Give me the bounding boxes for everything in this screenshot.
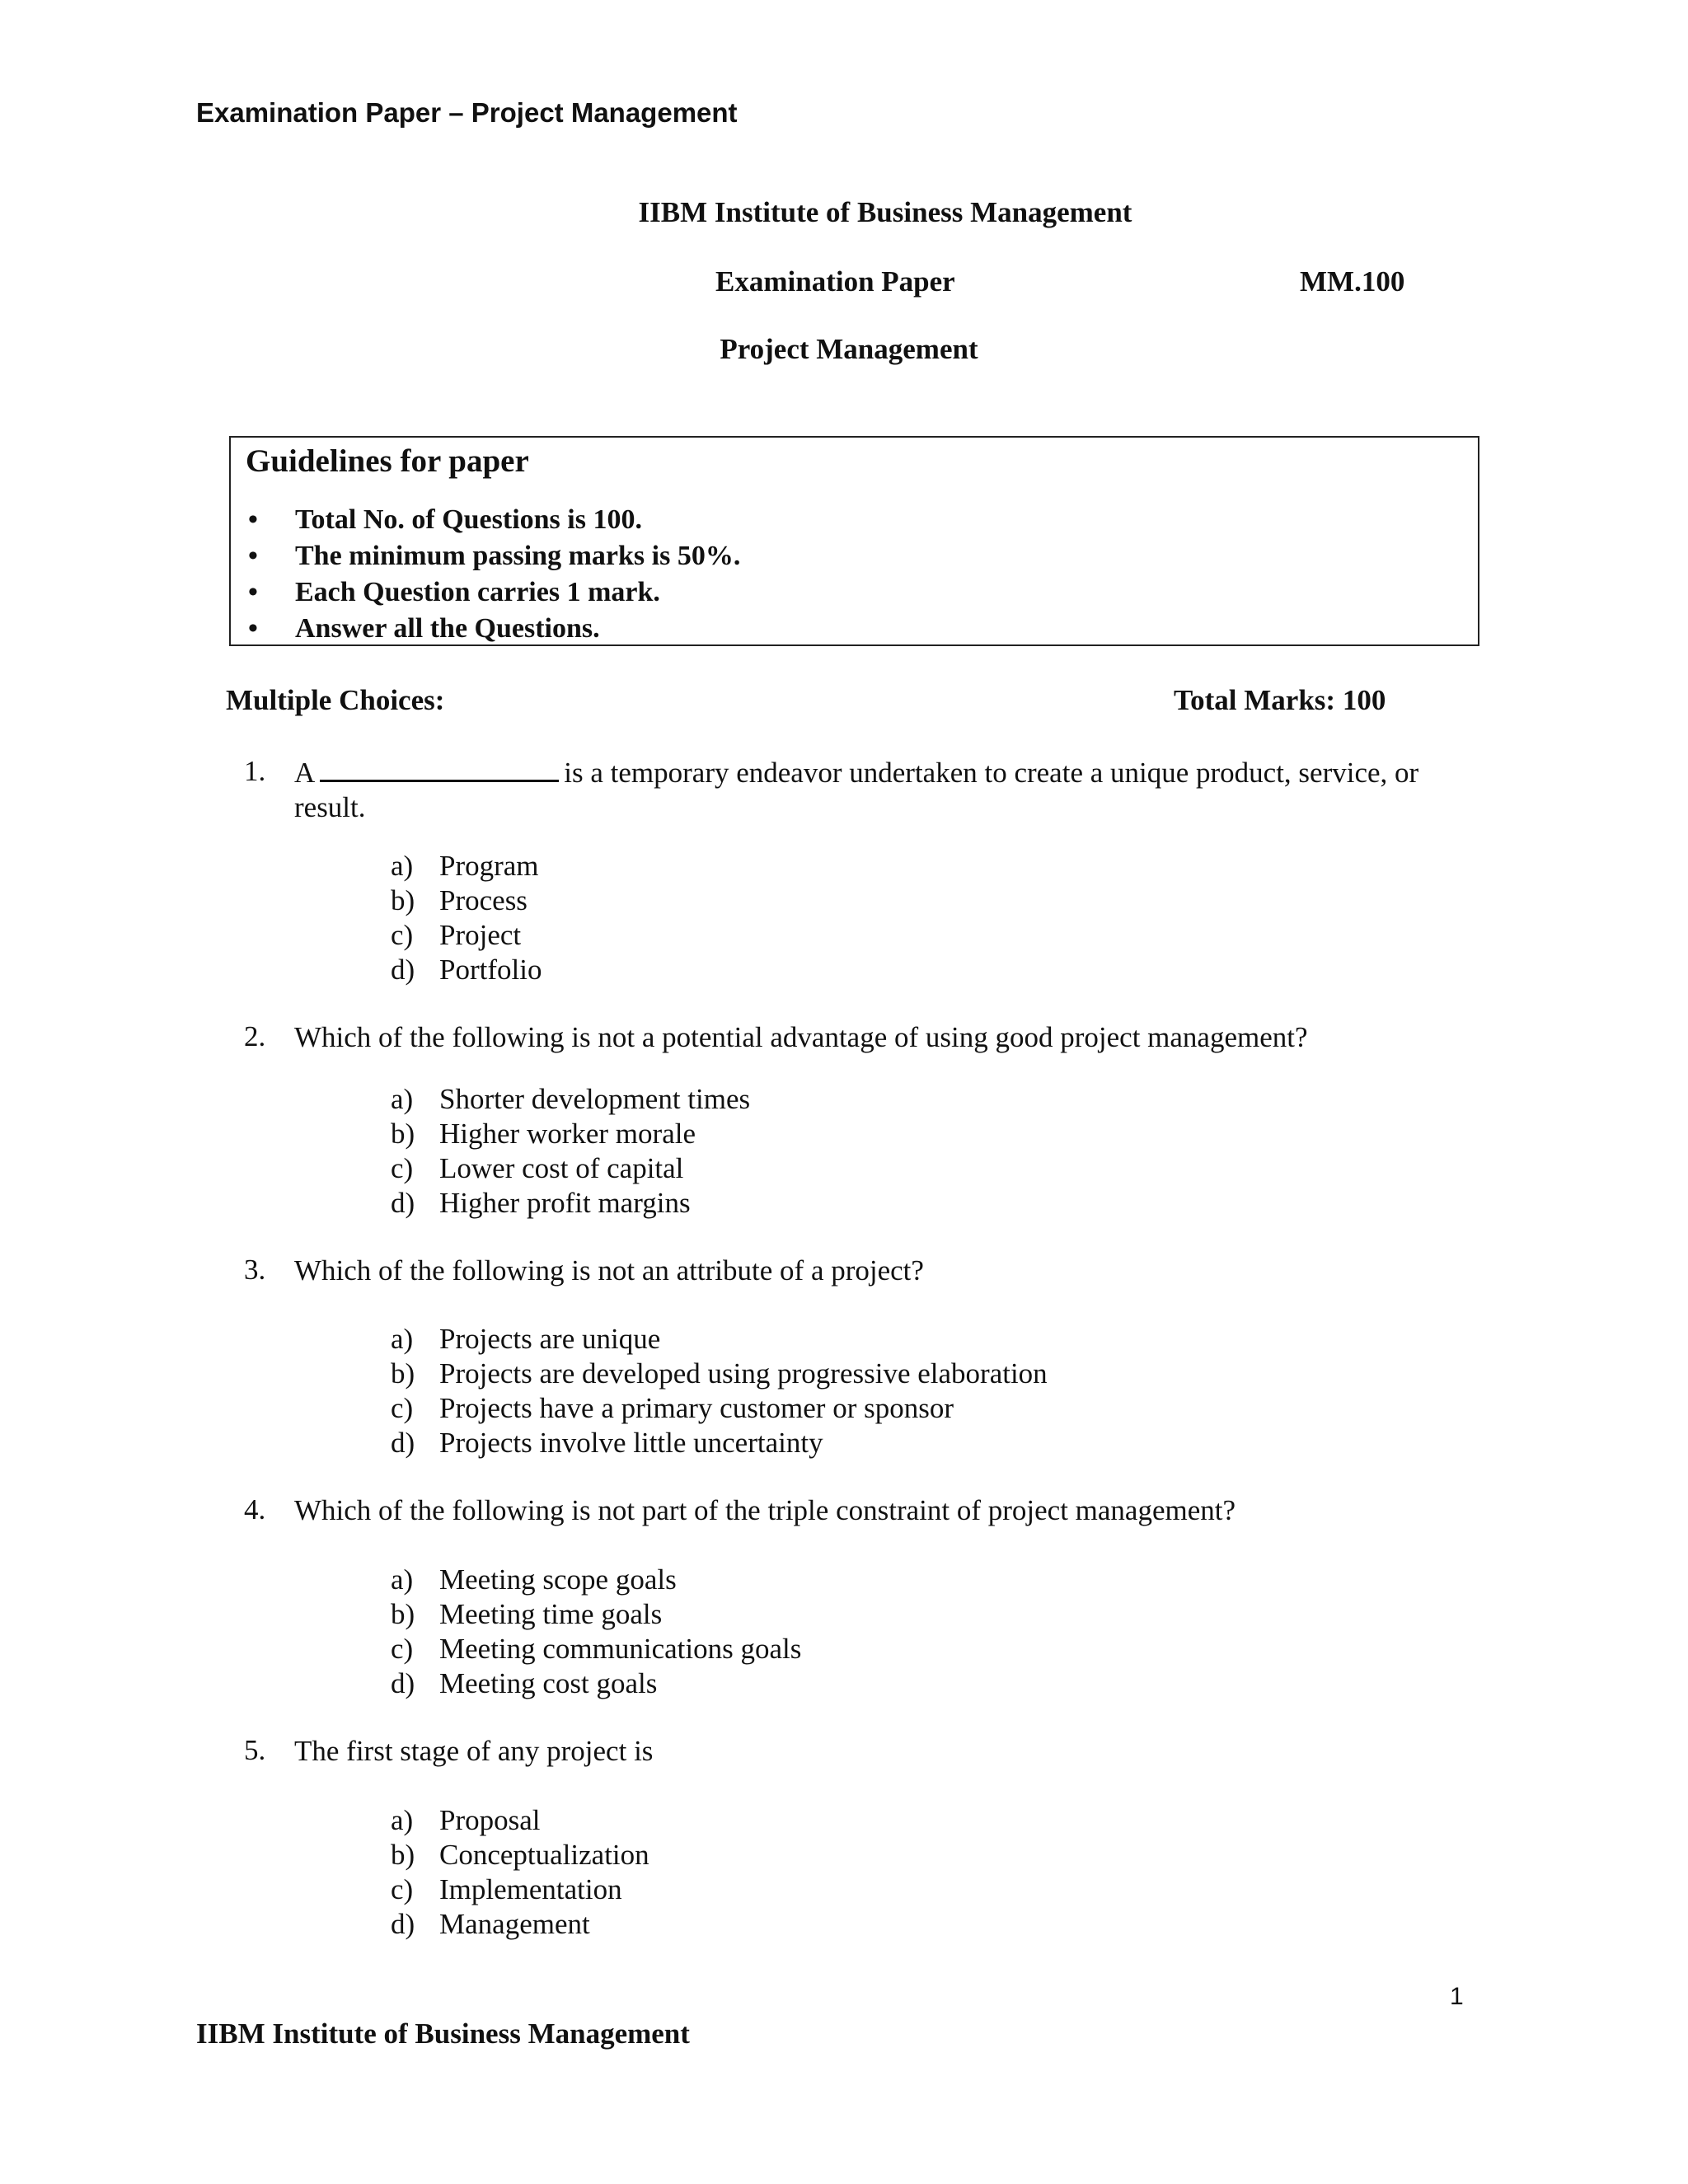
question-number: 1. [244, 755, 266, 787]
question-number: 4. [244, 1493, 266, 1526]
question-number: 3. [244, 1254, 266, 1286]
option-item: b) Projects are developed using progressive elaboration [391, 1357, 1048, 1390]
option-item: c) Lower cost of capital [391, 1152, 684, 1184]
option-item: a) Projects are unique [391, 1323, 661, 1355]
option-item: d) Meeting cost goals [391, 1667, 658, 1699]
option-item: c) Meeting communications goals [391, 1633, 802, 1665]
question-text: A is a temporary endeavor undertaken to create a unique product, service, or result. [294, 757, 1419, 823]
guideline-item: • Each Question carries 1 mark. [231, 574, 740, 611]
option-item: b) Process [391, 884, 528, 916]
question-text: Which of the following is not an attribute of a project? [294, 1254, 924, 1286]
subject-title: Project Management [720, 333, 978, 365]
guidelines-title: Guidelines for paper [246, 443, 529, 479]
paper-title: Examination Paper [715, 265, 955, 298]
guideline-item: • The minimum passing marks is 50%. [231, 538, 740, 574]
question-5-options [0, 1803, 1688, 1942]
guidelines-box [229, 436, 1479, 646]
question-number: 5. [244, 1734, 266, 1766]
question-3-options [0, 1322, 1688, 1460]
option-item: c) Project [391, 919, 522, 951]
option-item: d) Portfolio [391, 954, 542, 986]
question-4-options [0, 1563, 1688, 1701]
bullet-icon: • [248, 541, 258, 571]
option-item: d) Projects involve little uncertainty [391, 1427, 823, 1459]
question-text: Which of the following is not a potential advantage of using good project management? [294, 1021, 1308, 1053]
option-item: a) Meeting scope goals [391, 1563, 677, 1596]
question-2-options [0, 1082, 1688, 1221]
option-item: c) Projects have a primary customer or sponsor [391, 1392, 954, 1424]
answer-blank [320, 755, 559, 782]
running-header: Examination Paper – Project Management [196, 97, 738, 128]
bullet-icon: • [248, 504, 258, 535]
guideline-item: • Answer all the Questions. [231, 611, 740, 647]
option-item: a) Proposal [391, 1804, 541, 1836]
option-item: b) Higher worker morale [391, 1118, 696, 1150]
guidelines-list [231, 502, 740, 647]
bullet-icon: • [248, 613, 258, 644]
bullet-icon: • [248, 577, 258, 607]
option-item: b) Conceptualization [391, 1839, 649, 1871]
footer-institute: IIBM Institute of Business Management [196, 2018, 690, 2050]
option-item: a) Program [391, 850, 539, 882]
option-item: d) Higher profit margins [391, 1187, 691, 1219]
page-number: 1 [1450, 1983, 1464, 2010]
option-item: c) Implementation [391, 1873, 622, 1905]
question-text: Which of the following is not part of the triple constraint of project management? [294, 1494, 1236, 1526]
question-1-options [0, 849, 1688, 987]
paper-code: MM.100 [1300, 265, 1405, 298]
institute-title: IIBM Institute of Business Management [638, 196, 1132, 228]
question-number: 2. [244, 1020, 266, 1052]
option-item: a) Shorter development times [391, 1083, 751, 1115]
total-marks: Total Marks: 100 [1174, 684, 1386, 716]
question-text: The first stage of any project is [294, 1735, 654, 1767]
guideline-item: • Total No. of Questions is 100. [231, 502, 740, 538]
option-item: b) Meeting time goals [391, 1598, 663, 1630]
option-item: d) Management [391, 1908, 590, 1940]
section-label: Multiple Choices: [226, 684, 445, 716]
